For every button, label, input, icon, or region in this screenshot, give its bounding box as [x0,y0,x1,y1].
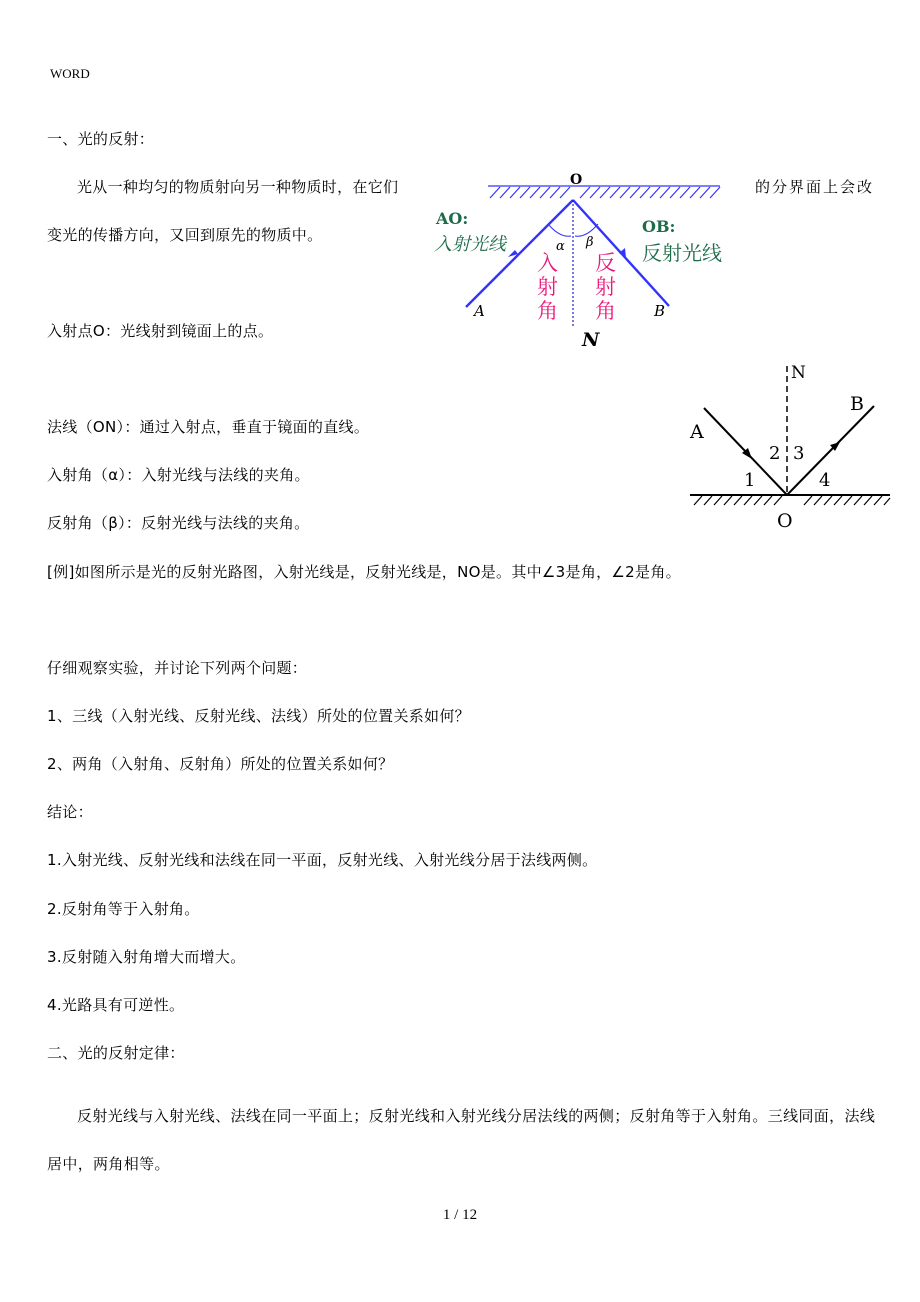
page-number: 1 / 12 [442,1207,478,1223]
point-a-label: A [474,302,485,320]
reflection-law-paragraph: 反射光线与入射光线、法线在同一平面上；反射光线和入射光线分居法线的两侧；反射角等于入射角。三线同面，法线居中，两角相等。 [47,1107,876,1173]
incident-angle-char-3: 角 [537,299,558,323]
reflected-arrow-icon [619,248,626,258]
definition-incident-point: 入射点O：光线射到镜面上的点。 [47,322,274,340]
paragraph1-part1: 光从一种均匀的物质射向另一种物质时，在它们 [77,178,399,196]
incident-angle-char-2: 射 [537,275,558,299]
ao-label: AO: [436,209,469,228]
label-o: O [777,510,793,531]
reflected-ray-label: 反射光线 [642,241,722,265]
alpha-label: α [556,239,565,254]
document-header: WORD [50,66,90,81]
reflected-angle-char-3: 角 [595,299,616,323]
conclusion-2: 2.反射角等于入射角。 [47,900,200,918]
observe-prompt: 仔细观察实验，并讨论下列两个问题： [47,659,308,677]
conclusion-1: 1.入射光线、反射光线和法线在同一平面，反射光线、入射光线分居于法线两侧。 [47,851,598,869]
angle-2-label: 2 [769,443,781,464]
definition-incident-angle: 入射角（α）：入射光线与法线的夹角。 [47,466,310,484]
definition-reflected-angle: 反射角（β）：反射光线与法线的夹角。 [47,514,310,532]
incident-angle-char-1: 入 [537,251,558,275]
conclusion-4: 4.光路具有可逆性。 [47,996,185,1014]
incident-ray-label: 入射光线 [434,234,506,255]
example-question: [例]如图所示是光的反射光路图，入射光线是，反射光线是，NO是。其中∠3是角，∠2是角。 [47,563,681,581]
label-b: B [850,393,864,415]
angle-3-label: 3 [793,443,805,464]
label-a: A [690,421,704,443]
section2-title: 二、光的反射定律： [47,1044,185,1062]
question-1: 1、三线（入射光线、反射光线、法线）所处的位置关系如何？ [47,707,470,725]
point-b-label: B [654,302,666,320]
angle-1-label: 1 [744,470,756,491]
conclusion-title: 结论： [47,803,93,821]
normal-n-label: N [582,329,600,351]
paragraph1-part3: 变光的传播方向，又回到原先的物质中。 [47,226,323,244]
reflected-angle-char-2: 射 [595,275,616,299]
reflected-angle-char-1: 反 [595,251,616,275]
definition-normal: 法线（ON）：通过入射点，垂直于镜面的直线。 [47,418,370,436]
section1-title: 一、光的反射： [47,130,155,148]
beta-label: β [586,235,594,250]
label-n: N [791,363,806,383]
question-2: 2、两角（入射角、反射角）所处的位置关系如何？ [47,755,394,773]
angle-4-label: 4 [819,470,831,491]
conclusion-3: 3.反射随入射角增大而增大。 [47,948,246,966]
paragraph1-part2: 的分界面上会改 [755,178,875,196]
reflection-diagram-2 [680,356,900,531]
reflection-diagram-1 [428,166,758,356]
ob-label: OB: [642,217,676,236]
point-o-label: O [570,172,583,188]
